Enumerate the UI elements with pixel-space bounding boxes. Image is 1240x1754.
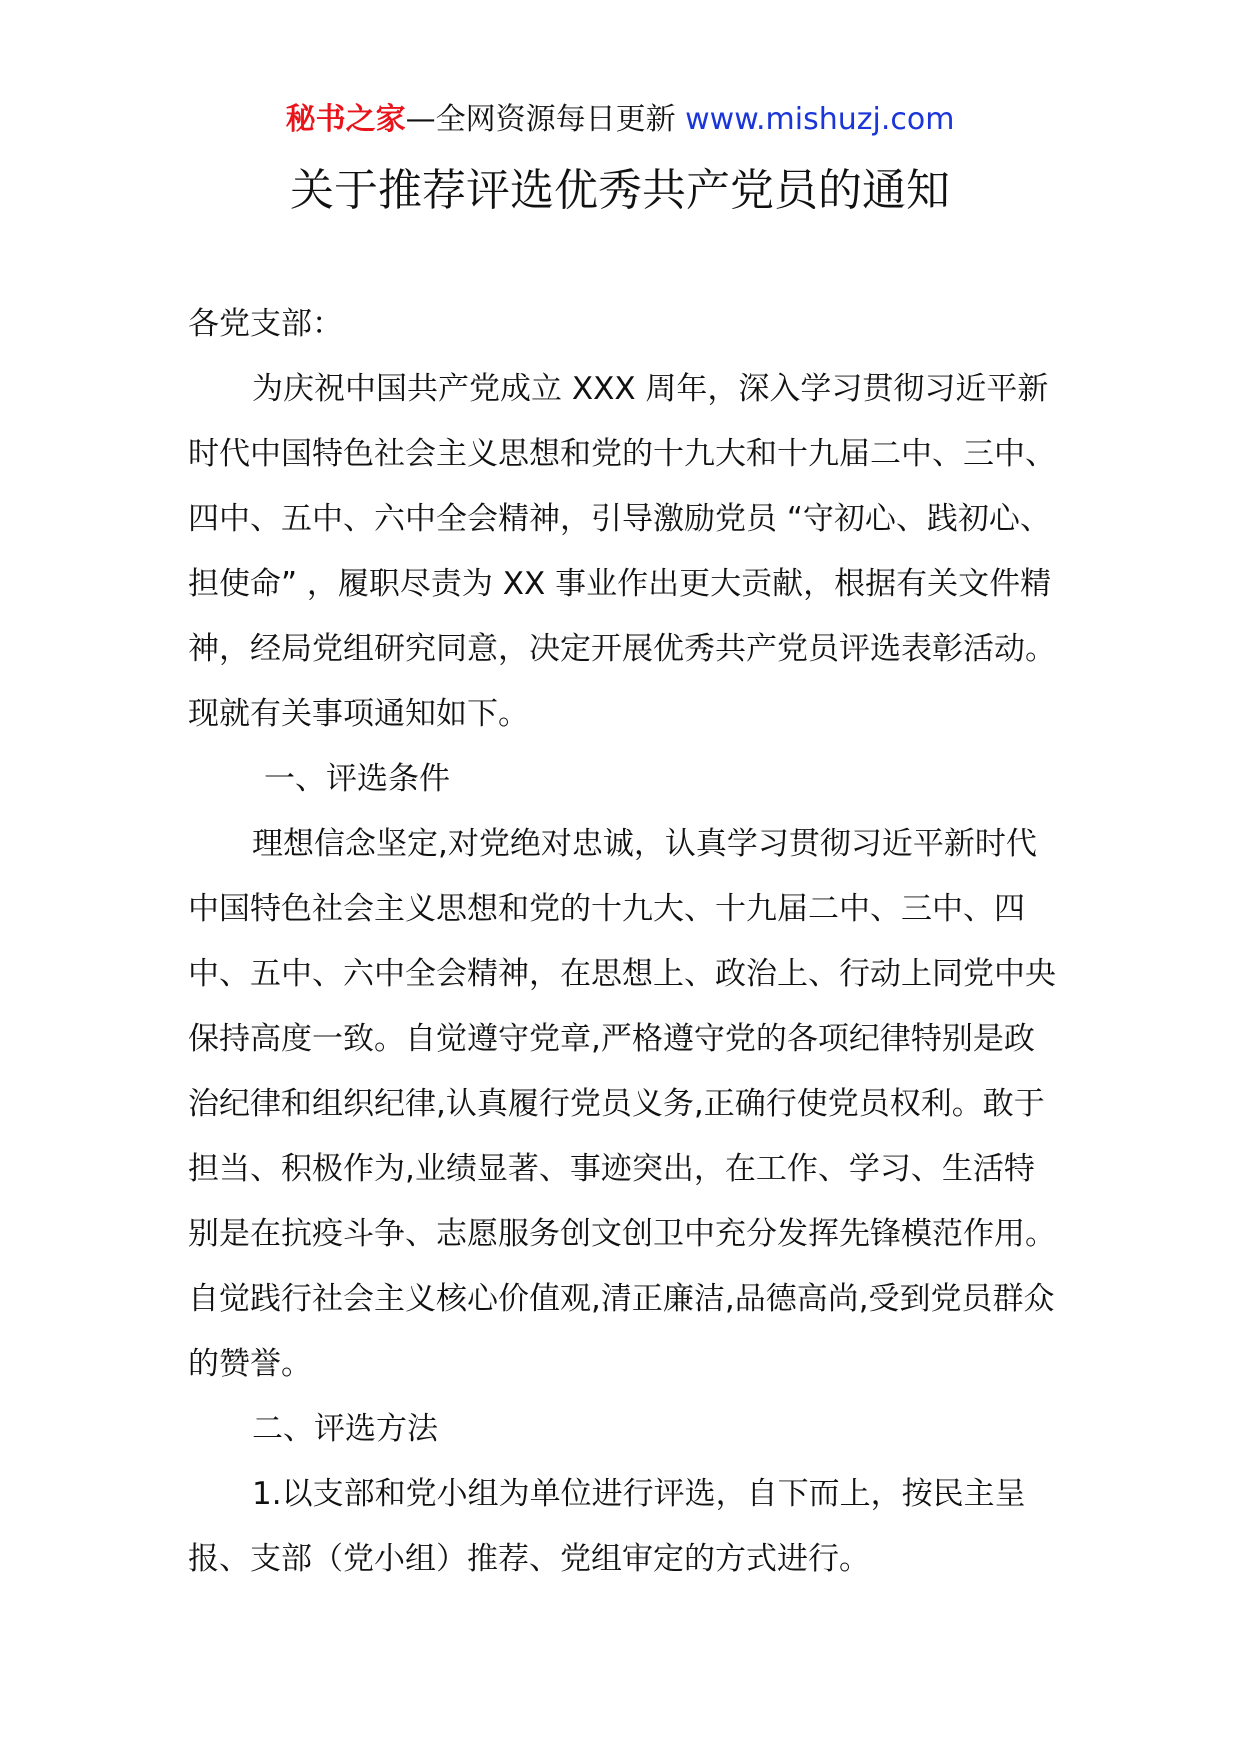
header-tagline: —全网资源每日更新 (405, 102, 686, 137)
section2-heading: 二、评选方法 (252, 1411, 438, 1447)
intro-paragraph: 为庆祝中国共产党成立 XXX 周年，深入学习贯彻习近平新时代中国特色社会主义思想和党的十九大和十九届二中、三中、四中、五中、六中全会精神，引导激励党员 “守初心、践初心、担使命” ，履职尽责为 XX 事业作出更大贡献，根据有关文件精神，经局党组研究同意，决定开展优秀共产党员评选表彰活动。现就有关事项通知如下。 (188, 371, 1056, 732)
salutation: 各党支部： (188, 306, 343, 342)
site-url-link[interactable]: www.mishuzj.com (685, 102, 955, 137)
document-title: 关于推荐评选优秀共产党员的通知 (290, 165, 950, 216)
brand-name: 秘书之家 (285, 102, 406, 137)
document-body (188, 292, 1060, 1592)
section1-paragraph: 理想信念坚定,对党绝对忠诚，认真学习贯彻习近平新时代中国特色社会主义思想和党的十九大、十九届二中、三中、四中、五中、六中全会精神，在思想上、政治上、行动上同党中央保持高度一致。自觉遵守党章,严格遵守党的各项纪律特别是政治纪律和组织纪律,认真履行党员义务,正确行使党员权利。敢于担当、积极作为,业绩显著、事迹突出，在工作、学习、生活特别是在抗疫斗争、志愿服务创文创卫中充分发挥先锋模范作用。自觉践行社会主义核心价值观,清正廉洁,品德高尚,受到党员群众的赞誉。 (188, 826, 1056, 1382)
section1-heading: 一、评选条件 (264, 761, 450, 797)
section2-item-1: 1.以支部和党小组为单位进行评选，自下而上，按民主呈报、支部（党小组）推荐、党组审定的方式进行。 (188, 1476, 1026, 1577)
site-header (0, 100, 1240, 140)
